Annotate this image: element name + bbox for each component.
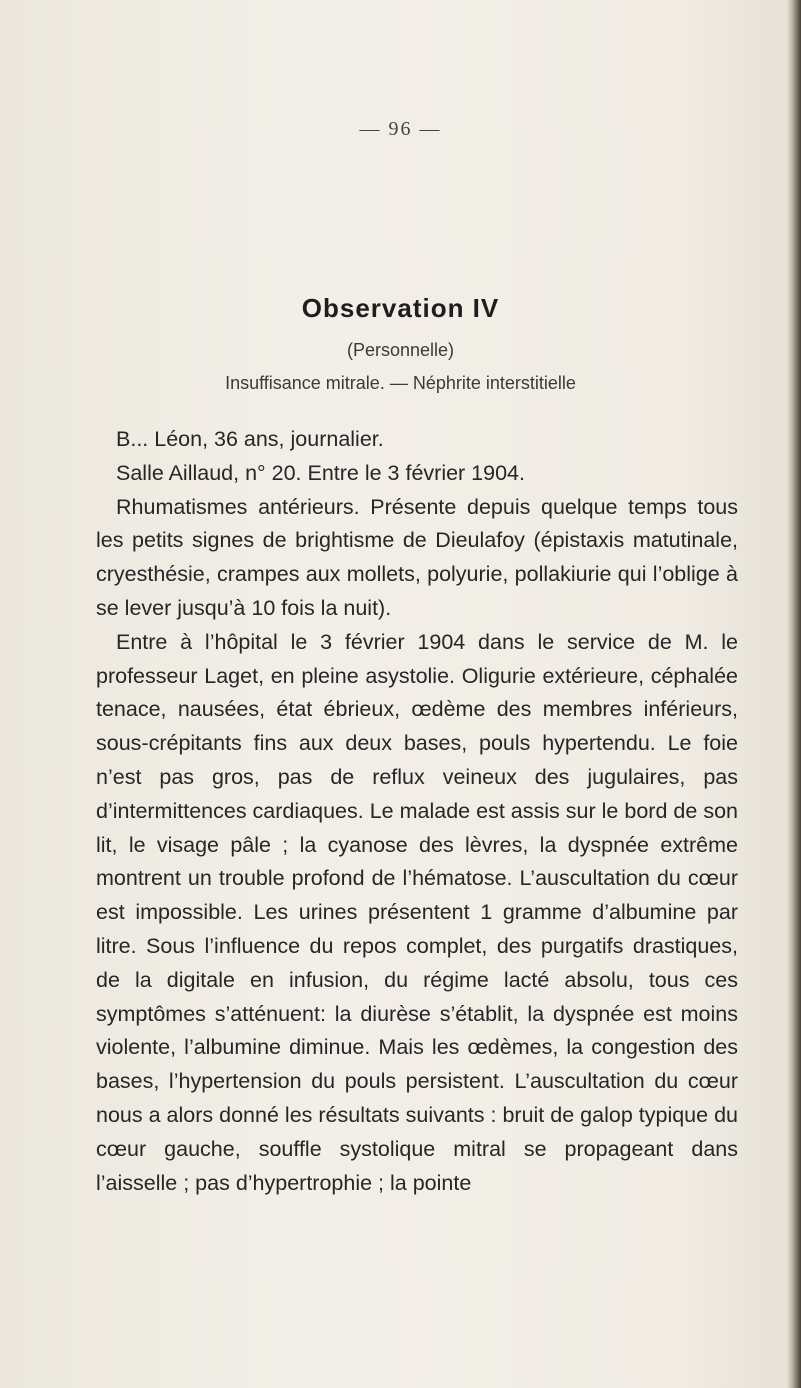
observation-subtitle: (Personnelle) — [346, 340, 455, 360]
observation-title: Observation IV — [301, 293, 500, 323]
history-paragraph: Rhumatismes antérieurs. Présente depuis quelque temps tous les petits signes de brightisme de Dieulafoy (épistaxis matutinale, cryesthésie, crampes aux mollets, polyurie, pollakiurie qui l’oblige à se lever jusqu’à 10 fois la nuit). — [96, 494, 738, 620]
admission-line: Salle Aillaud, n° 20. Entre le 3 février 1904. — [116, 460, 525, 485]
observation-body — [96, 423, 738, 1200]
clinical-course-paragraph: Entre à l’hôpital le 3 février 1904 dans le service de M. le professeur Laget, en pleine asystolie. Oligurie extérieure, céphalée tenace, nausées, état ébrieux, œdème des membres inférieurs, sous-crépitants fins aux deux bases, pouls hypertendu. Le foie n’est pas gros, pas de reflux veineux des jugulaires, pas d’intermittences cardiaques. Le malade est assis sur le bord de son lit, le visage pâle ; la cyanose des lèvres, la dyspnée extrême montrent un trouble profond de l’hématose. L’auscultation du cœur est impossible. Les urines présentent 1 gramme d’albumine par litre. Sous l’influence du repos complet, des purgatifs drastiques, de la digitale en infusion, du régime lacté absolu, tous ces symptômes s’atténuent: la diurèse s’établit, la dyspnée est moins violente, l’albumine diminue. Mais les œdèmes, la congestion des bases, l’hypertension du pouls persistent. L’auscultation du cœur nous a alors donné les résultats suivants : bruit de galop typique du cœur gauche, souffle systolique mitral se propageant dans l’aisselle ; pas d’hypertrophie ; la pointe — [96, 629, 738, 1195]
page-edge-shadow — [787, 0, 801, 1388]
patient-identity: B... Léon, 36 ans, journalier. — [116, 427, 384, 451]
diagnosis-line: Insuffisance mitrale. — Néphrite interstitielle — [225, 373, 576, 393]
page-number: — 96 — — [359, 118, 442, 140]
